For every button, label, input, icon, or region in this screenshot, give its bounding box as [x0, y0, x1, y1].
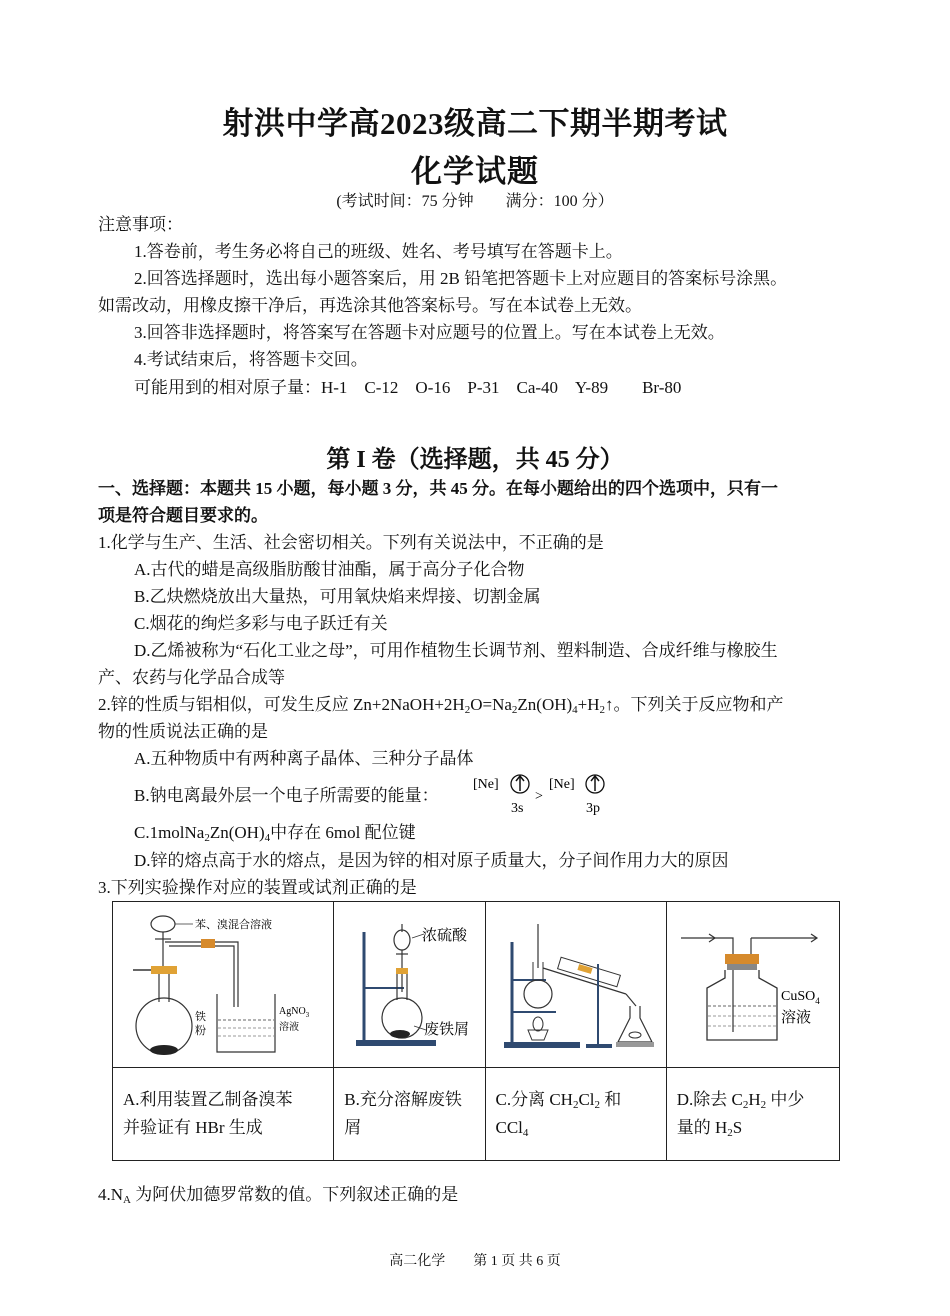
- apparatus-d-cell: [666, 902, 839, 1068]
- distillation-apparatus: [486, 902, 664, 1062]
- q3-option-a: A.利用装置乙制备溴苯 并验证有 HBr 生成: [113, 1068, 334, 1161]
- subject-title: 化学试题: [411, 154, 539, 189]
- exam-title: 射洪中学高2023级高二下期半期考试: [222, 106, 728, 141]
- notice-item-3: 3.回答非选择题时，将答案写在答题卡对应题号的位置上。写在本试卷上无效。: [134, 323, 725, 342]
- q3-option-b: B.充分溶解废铁 屑: [334, 1068, 485, 1161]
- ne-core-2: [Ne]: [549, 777, 575, 792]
- notice-heading: 注意事项：: [98, 215, 183, 234]
- gas-washing-bottle: [667, 902, 837, 1062]
- greater-than: >: [535, 789, 543, 804]
- cuso4-solution-label: 溶液: [780, 1010, 811, 1026]
- notice-item-4: 4.考试结束后，将答题卡交回。: [134, 350, 368, 369]
- agno3-label: AgNO$_3$: [279, 1006, 310, 1019]
- apparatus-b-cell: [334, 902, 485, 1068]
- h2so4-label: 浓硫酸: [422, 928, 468, 944]
- notice-item-1: 1.答卷前，考生务必将自己的班级、姓名、考号填写在答题卡上。: [134, 242, 623, 261]
- q1-option-c: C.烟花的绚烂多彩与电子跃迁有关: [134, 614, 388, 633]
- apparatus-c-cell: [485, 902, 666, 1068]
- section-instruction-cont: 项是符合题目要求的。: [98, 506, 268, 525]
- q2-stem: 2.锌的性质与铝相似，可发生反应 $Zn+2NaOH+2H_2O=Na_2Zn(OH)_4+H_2↑$。下列关于反应物和产: [98, 695, 784, 716]
- dissolving-apparatus: [334, 902, 482, 1062]
- q2-option-b: B.钠电离最外层一个电子所需要的能量：: [134, 786, 439, 805]
- notice-item-2-cont: 如需改动，用橡皮擦干净后，再选涂其他答案标号。写在本试卷上无效。: [98, 296, 642, 315]
- q2-option-d: D.锌的熔点高于水的熔点，是因为锌的相对原子质量大，分子间作用力大的原因: [134, 851, 729, 870]
- orbital-3s-label: 3s: [511, 801, 524, 816]
- q3-options-table: [112, 901, 840, 1161]
- q2-stem-cont: 物的性质说法正确的是: [98, 722, 268, 741]
- scrap-iron-label: 废铁屑: [424, 1022, 470, 1038]
- q2-option-c: $C.1molNa_2Zn(OH)_4$中存在 6mol 配位键: [134, 823, 416, 844]
- exam-time-info: (考试时间：75 分钟 满分：100 分）: [336, 193, 614, 210]
- solution-label: 溶液: [279, 1022, 299, 1033]
- q1-option-b: B.乙炔燃烧放出大量热，可用氧炔焰来焊接、切割金属: [134, 587, 541, 606]
- q4-stem: $4.N_A$ 为阿伏加德罗常数的值。下列叙述正确的是: [98, 1185, 459, 1206]
- q3-option-d: D.除去 $C_2H_2$ 中少 量的 $H_2S$: [666, 1068, 839, 1161]
- apparatus-a-cell: [113, 902, 334, 1068]
- q1-option-d-cont: 产、农药与化学品合成等: [98, 668, 285, 687]
- q2-option-a: A.五种物质中有两种离子晶体、三种分子晶体: [134, 749, 474, 768]
- cuso4-label: CuSO$_4$: [780, 989, 820, 1006]
- q3-option-c: C.分离 $CH_2Cl_2$ 和 CCl$_4$: [485, 1068, 666, 1161]
- atomic-masses: 可能用到的相对原子量：H-1 C-12 O-16 P-31 Ca-40 Y-89 Br-80: [134, 378, 682, 397]
- iron-label-1: 铁: [195, 1011, 206, 1023]
- q1-option-a: A.古代的蜡是高级脂肪酸甘油酯，属于高分子化合物: [134, 560, 525, 579]
- q1-option-d: D.乙烯被称为“石化工业之母”，可用作植物生长调节剂、塑料制造、合成纤维与橡胶生: [134, 641, 778, 660]
- q1-stem: 1.化学与生产、生活、社会密切相关。下列有关说法中，不正确的是: [98, 533, 604, 552]
- q3-stem: 3.下列实验操作对应的装置或试剂正确的是: [98, 878, 417, 897]
- iron-label-2: 粉: [195, 1025, 206, 1037]
- orbital-diagram: [473, 772, 613, 818]
- orbital-3p-label: 3p: [586, 801, 600, 816]
- ne-core-1: [Ne]: [473, 777, 499, 792]
- bromobenzene-apparatus: [113, 902, 331, 1062]
- page-footer: 高二化学 第 1 页 共 6 页: [389, 1254, 561, 1269]
- section-instruction: 一、选择题：本题共 15 小题，每小题 3 分，共 45 分。在每小题给出的四个选项中，只有一: [98, 479, 778, 498]
- benzene-label: 苯、溴混合溶液: [195, 919, 272, 931]
- notice-item-2: 2.回答选择题时，选出每小题答案后，用 2B 铅笔把答题卡上对应题目的答案标号涂黑。: [134, 269, 788, 288]
- section-title: 第 I 卷（选择题，共 45 分）: [326, 447, 624, 473]
